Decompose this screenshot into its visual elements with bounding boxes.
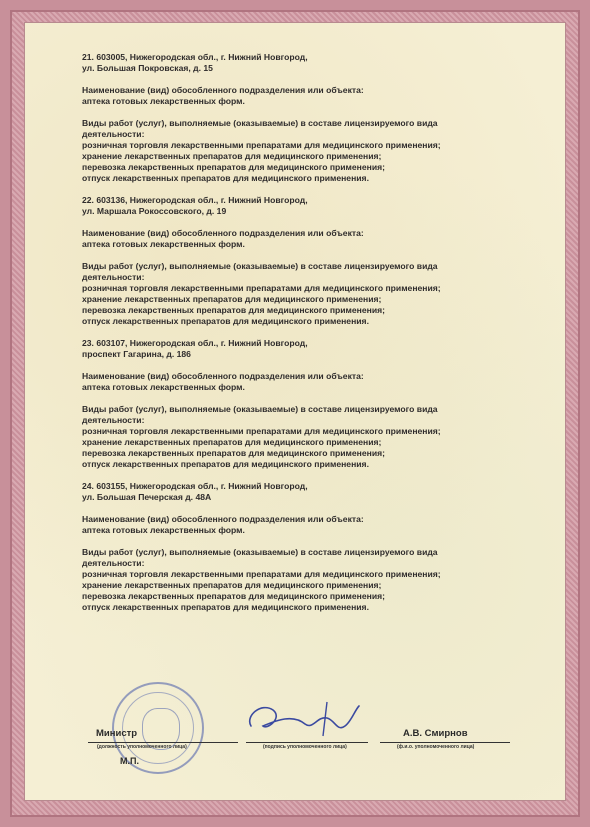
entry-work-item: перевозка лекарственных препаратов для медицинского применения; (82, 591, 386, 601)
entry-address-line: проспект Гагарина, д. 186 (82, 349, 191, 359)
license-appendix-content (82, 52, 522, 613)
entry-work-item: отпуск лекарственных препаратов для медицинского применения. (82, 316, 369, 326)
entry-name-value: аптека готовых лекарственных форм. (82, 96, 245, 106)
entry-address-line: 23. 603107, Нижегородская обл., г. Нижний Новгород, (82, 338, 308, 348)
entry-works-label: Виды работ (услуг), выполняемые (оказываемые) в составе лицензируемого вида (82, 404, 438, 414)
entry-work-item: хранение лекарственных препаратов для медицинского применения; (82, 437, 382, 447)
entry-work-item: отпуск лекарственных препаратов для медицинского применения. (82, 459, 369, 469)
entry-work-item: отпуск лекарственных препаратов для медицинского применения. (82, 602, 369, 612)
signer-name: А.В. Смирнов (403, 728, 468, 739)
entry-address-line: ул. Большая Печерская д. 48А (82, 492, 212, 502)
entry-work-item: розничная торговля лекарственными препаратами для медицинского применения; (82, 140, 441, 150)
entry-name-label: Наименование (вид) обособленного подразделения или объекта: (82, 371, 364, 381)
position-underline (88, 742, 238, 743)
entry-address-line: ул. Большая Покровская, д. 15 (82, 63, 213, 73)
entry-work-item: перевозка лекарственных препаратов для медицинского применения; (82, 305, 386, 315)
entry-works-label: Виды работ (услуг), выполняемые (оказываемые) в составе лицензируемого вида (82, 261, 438, 271)
entry-work-item: перевозка лекарственных препаратов для медицинского применения; (82, 162, 386, 172)
entry-name-value: аптека готовых лекарственных форм. (82, 382, 245, 392)
entry-work-item: розничная торговля лекарственными препаратами для медицинского применения; (82, 569, 441, 579)
entry-22 (82, 195, 522, 338)
entry-21 (82, 52, 522, 195)
entry-name-label: Наименование (вид) обособленного подразделения или объекта: (82, 514, 364, 524)
signature-caption: (подпись уполномоченного лица) (263, 744, 347, 750)
handwritten-signature (243, 696, 363, 742)
seal-place-mark: М.П. (120, 756, 139, 766)
entry-address-line: 21. 603005, Нижегородская обл., г. Нижний Новгород, (82, 52, 308, 62)
entry-work-item: хранение лекарственных препаратов для медицинского применения; (82, 294, 382, 304)
entry-work-item: хранение лекарственных препаратов для медицинского применения; (82, 580, 382, 590)
entry-name-value: аптека готовых лекарственных форм. (82, 239, 245, 249)
entry-name-value: аптека готовых лекарственных форм. (82, 525, 245, 535)
entry-works-label: Виды работ (услуг), выполняемые (оказываемые) в составе лицензируемого вида (82, 118, 438, 128)
entry-works-label: деятельности: (82, 129, 145, 139)
name-underline (380, 742, 510, 743)
entry-24 (82, 481, 522, 613)
name-caption: (ф.и.о. уполномоченного лица) (397, 744, 475, 750)
entry-works-label: Виды работ (услуг), выполняемые (оказываемые) в составе лицензируемого вида (82, 547, 438, 557)
entry-works-label: деятельности: (82, 415, 145, 425)
entry-work-item: отпуск лекарственных препаратов для медицинского применения. (82, 173, 369, 183)
entry-work-item: хранение лекарственных препаратов для медицинского применения; (82, 151, 382, 161)
entry-address-line: 22. 603136, Нижегородская обл., г. Нижний Новгород, (82, 195, 308, 205)
entry-work-item: перевозка лекарственных препаратов для медицинского применения; (82, 448, 386, 458)
signer-position: Министр (96, 728, 138, 739)
entry-name-label: Наименование (вид) обособленного подразделения или объекта: (82, 228, 364, 238)
entry-name-label: Наименование (вид) обособленного подразделения или объекта: (82, 85, 364, 95)
signature-underline (246, 742, 368, 743)
entry-work-item: розничная торговля лекарственными препаратами для медицинского применения; (82, 283, 441, 293)
entry-address-line: ул. Маршала Рокоссовского, д. 19 (82, 206, 227, 216)
entry-23 (82, 338, 522, 481)
entry-address-line: 24. 603155, Нижегородская обл., г. Нижний Новгород, (82, 481, 308, 491)
entry-works-label: деятельности: (82, 272, 145, 282)
entry-work-item: розничная торговля лекарственными препаратами для медицинского применения; (82, 426, 441, 436)
position-caption: (должность уполномоченного лица) (97, 744, 187, 750)
entry-works-label: деятельности: (82, 558, 145, 568)
